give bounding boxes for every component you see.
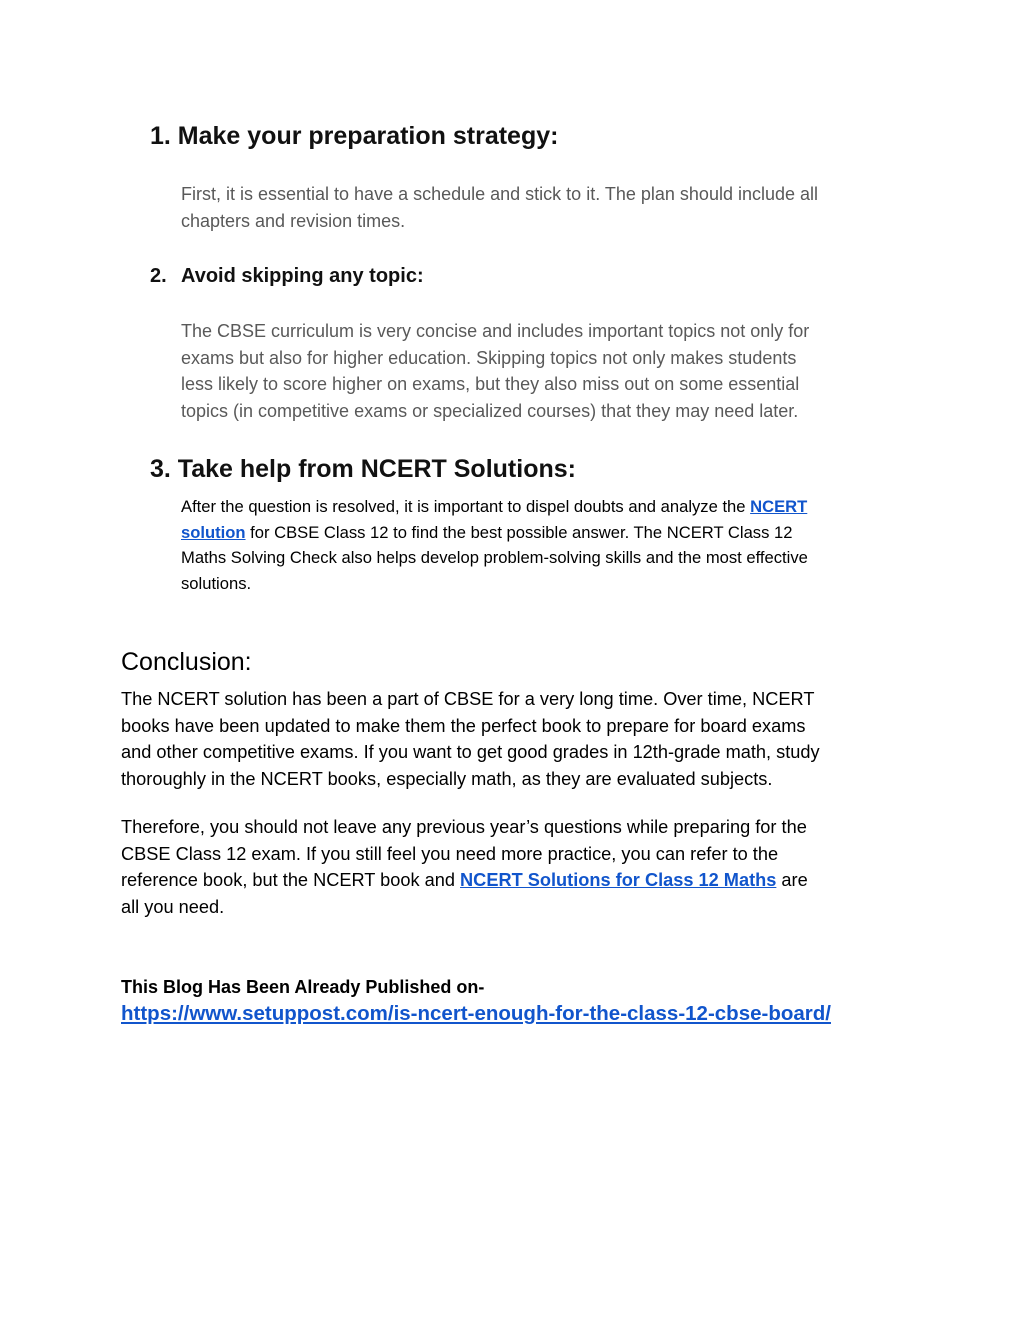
ncert-solution-link[interactable]: NCERT — [750, 497, 808, 516]
ncert-solution-link-continued[interactable]: solution — [181, 522, 246, 542]
conclusion-line: The NCERT solution has been a part of CBSE for a very long time. Over time, NCERT — [121, 689, 815, 709]
conclusion-line: Therefore, you should not leave any previous year’s questions while preparing for the — [121, 817, 807, 837]
section-3-body — [181, 494, 901, 596]
section-3-line: solutions. — [181, 573, 252, 593]
conclusion-line: and other competitive exams. If you want to get good grades in 12th-grade math, study — [121, 742, 820, 763]
conclusion-paragraph-1 — [121, 686, 911, 793]
published-url-link[interactable]: https://www.setuppost.com/is-ncert-enough-for-the-class-12-cbse-board/ — [121, 1002, 831, 1025]
section-2-line: topics (in competitive exams or specialized courses) that they may need later. — [181, 400, 799, 421]
section-3-line — [181, 494, 901, 520]
ncert-solutions-class-12-maths-link[interactable]: NCERT Solutions for Class 12 Maths — [460, 870, 777, 891]
section-3-text: After the question is resolved, it is important to dispel doubts and analyze the — [181, 497, 751, 516]
conclusion-paragraph-2 — [121, 814, 911, 921]
section-1-body — [181, 181, 901, 234]
conclusion-text: are — [776, 870, 808, 891]
conclusion-line: books have been updated to make them the perfect book to prepare for board exams — [121, 715, 806, 736]
section-3-heading: 3. Take help from NCERT Solutions: — [150, 455, 576, 483]
section-3-text: for CBSE Class 12 to find the best possible answer. The NCERT Class 12 — [245, 522, 793, 542]
conclusion-line: thoroughly in the NCERT books, especially math, as they are evaluated subjects. — [121, 769, 773, 790]
conclusion-text: reference book, but the NCERT book and — [121, 870, 461, 891]
section-2-body — [181, 318, 901, 424]
conclusion-line — [121, 867, 911, 894]
section-2-number: 2. — [150, 265, 167, 287]
section-1-line: First, it is essential to have a schedule and stick to it. The plan should include all — [181, 184, 819, 204]
section-2-line: less likely to score higher on exams, but they also miss out on some essential — [181, 374, 800, 394]
section-1-heading: 1. Make your preparation strategy: — [150, 122, 559, 150]
section-2-line: The CBSE curriculum is very concise and includes important topics not only for — [181, 321, 810, 341]
section-3-line: Maths Solving Check also helps develop problem-solving skills and the most effective — [181, 548, 808, 567]
section-1-line: chapters and revision times. — [181, 210, 406, 231]
section-2-line: exams but also for higher education. Skipping topics not only makes students — [181, 347, 797, 368]
published-label: This Blog Has Been Already Published on- — [121, 977, 485, 997]
section-3-line — [181, 520, 901, 546]
conclusion-line: CBSE Class 12 exam. If you still feel you need more practice, you can refer to the — [121, 843, 779, 864]
section-2-title: Avoid skipping any topic: — [181, 265, 424, 287]
conclusion-heading: Conclusion: — [121, 648, 252, 676]
conclusion-line: all you need. — [121, 897, 225, 918]
